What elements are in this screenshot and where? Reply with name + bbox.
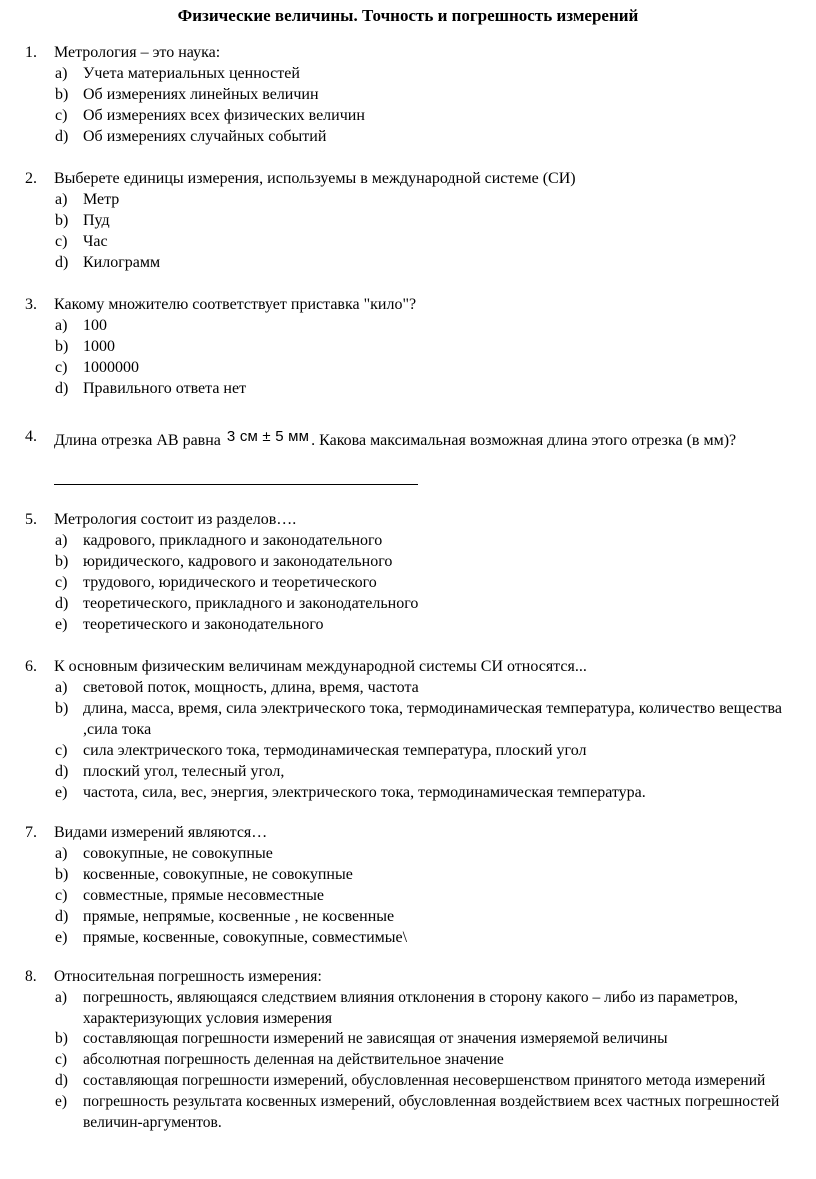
option-text: сила электрического тока, термодинамическая температура, плоский угол xyxy=(83,742,587,759)
option-letter: d) xyxy=(55,380,69,397)
option-text: косвенные, совокупные, не совокупные xyxy=(83,866,353,883)
option-letter: d) xyxy=(55,595,69,612)
option-b xyxy=(0,698,816,740)
option-letter: c) xyxy=(55,574,68,591)
option-letter: c) xyxy=(55,742,68,759)
option-text: Об измерениях случайных событий xyxy=(83,128,327,145)
option-a xyxy=(0,677,816,698)
option-letter: a) xyxy=(55,65,68,82)
option-letter: c) xyxy=(55,359,68,376)
question-text: Видами измерений являются… xyxy=(54,824,268,841)
option-text: частота, сила, вес, энергия, электрического тока, термодинамическая температура. xyxy=(83,784,646,801)
question-7 xyxy=(0,822,816,948)
option-text: юридического, кадрового и законодательного xyxy=(83,553,393,570)
question-6 xyxy=(0,656,816,803)
option-text: Учета материальных ценностей xyxy=(83,65,300,82)
option-d xyxy=(0,761,816,782)
answer-line xyxy=(54,484,418,485)
option-c xyxy=(0,740,816,761)
option-a xyxy=(0,843,816,864)
question-1 xyxy=(0,42,816,147)
option-e xyxy=(0,782,816,803)
option-text: теоретического, прикладного и законодательного xyxy=(83,595,419,612)
option-letter: c) xyxy=(55,233,68,250)
question-number: 8. xyxy=(25,968,37,985)
option-a xyxy=(0,315,816,336)
formula-image: 3 см ± 5 мм xyxy=(226,428,310,445)
option-c xyxy=(0,1050,816,1071)
option-text: Об измерениях линейных величин xyxy=(83,86,319,103)
option-b xyxy=(0,864,816,885)
option-letter: a) xyxy=(55,679,68,696)
question-text: Выберете единицы измерения, используемы в международной системе (СИ) xyxy=(54,170,576,187)
option-letter: a) xyxy=(55,532,68,549)
option-letter: b) xyxy=(55,1030,68,1048)
option-text: погрешность, являющаяся следствием влияния отклонения в сторону какого – либо из параметров, характеризующих условия измерения xyxy=(83,988,739,1027)
option-letter: e) xyxy=(55,616,68,633)
option-letter: d) xyxy=(55,1071,68,1089)
question-text: Какому множителю соответствует приставка "кило"? xyxy=(54,296,417,313)
option-letter: d) xyxy=(55,128,69,145)
option-e xyxy=(0,927,816,948)
option-d xyxy=(0,593,816,614)
option-text: 100 xyxy=(83,317,107,334)
option-letter: e) xyxy=(55,784,68,801)
page-title: Физические величины. Точность и погрешность измерений xyxy=(177,6,639,25)
option-b xyxy=(0,84,816,105)
question-8 xyxy=(0,967,816,1133)
option-letter: e) xyxy=(55,1092,68,1110)
option-d xyxy=(0,252,816,273)
option-text: Метр xyxy=(83,191,120,208)
option-letter: d) xyxy=(55,763,69,780)
option-text: Правильного ответа нет xyxy=(83,380,247,397)
question-3 xyxy=(0,294,816,399)
option-text: Килограмм xyxy=(83,254,161,271)
option-e xyxy=(0,1092,816,1134)
question-text-after: . Какова максимальная возможная длина этого отрезка (в мм)? xyxy=(311,432,737,449)
option-c xyxy=(0,572,816,593)
question-5 xyxy=(0,509,816,635)
option-text: Об измерениях всех физических величин xyxy=(83,107,365,124)
option-letter: b) xyxy=(55,553,69,570)
option-text: прямые, непрямые, косвенные , не косвенные xyxy=(83,908,395,925)
option-text: составляющая погрешности измерений, обусловленная несовершенством принятого метода измерений xyxy=(83,1071,766,1089)
option-letter: d) xyxy=(55,908,69,925)
option-text: 1000000 xyxy=(83,359,139,376)
question-text: К основным физическим величинам международной системы СИ относятся... xyxy=(54,658,587,675)
option-letter: d) xyxy=(55,254,69,271)
option-text: совокупные, не совокупные xyxy=(83,845,273,862)
option-letter: b) xyxy=(55,86,69,103)
option-b xyxy=(0,210,816,231)
option-text: совместные, прямые несовместные xyxy=(83,887,324,904)
option-b xyxy=(0,336,816,357)
option-text: длина, масса, время, сила электрического тока, термодинамическая температура, количество вещества ,сила тока xyxy=(83,700,782,738)
option-text: теоретического и законодательного xyxy=(83,616,324,633)
question-2 xyxy=(0,168,816,273)
question-number: 5. xyxy=(25,511,37,528)
option-letter: b) xyxy=(55,338,69,355)
question-number: 4. xyxy=(25,428,37,445)
option-d xyxy=(0,126,816,147)
option-letter: a) xyxy=(55,988,68,1006)
question-number: 3. xyxy=(25,296,37,313)
option-c xyxy=(0,357,816,378)
option-text: абсолютная погрешность деленная на действительное значение xyxy=(83,1051,504,1069)
option-a xyxy=(0,189,816,210)
question-text: Метрология состоит из разделов…. xyxy=(54,511,297,528)
question-4 xyxy=(0,426,816,451)
option-letter: b) xyxy=(55,866,69,883)
option-letter: a) xyxy=(55,845,68,862)
option-letter: c) xyxy=(55,1051,68,1069)
question-text: Метрология – это наука: xyxy=(54,44,221,61)
option-text: прямые, косвенные, совокупные, совместимые\ xyxy=(83,929,408,946)
option-e xyxy=(0,614,816,635)
option-text: световой поток, мощность, длина, время, частота xyxy=(83,679,419,696)
option-b xyxy=(0,551,816,572)
option-c xyxy=(0,105,816,126)
option-letter: b) xyxy=(55,212,69,229)
option-text: погрешность результата косвенных измерений, обусловленная воздействием всех частных погрешностей величин-аргументов. xyxy=(83,1092,780,1131)
option-a xyxy=(0,988,816,1030)
option-a xyxy=(0,63,816,84)
option-letter: b) xyxy=(55,700,69,717)
question-number: 7. xyxy=(25,824,37,841)
option-letter: a) xyxy=(55,191,68,208)
question-text-before: Длина отрезка АВ равна xyxy=(54,432,225,449)
option-letter: e) xyxy=(55,929,68,946)
option-text: кадрового, прикладного и законодательного xyxy=(83,532,383,549)
question-number: 6. xyxy=(25,658,37,675)
option-d xyxy=(0,1071,816,1092)
option-letter: c) xyxy=(55,887,68,904)
option-d xyxy=(0,906,816,927)
question-number: 1. xyxy=(25,44,37,61)
option-a xyxy=(0,530,816,551)
question-number: 2. xyxy=(25,170,37,187)
option-b xyxy=(0,1029,816,1050)
option-d xyxy=(0,378,816,399)
question-text: Относительная погрешность измерения: xyxy=(54,968,322,985)
option-c xyxy=(0,231,816,252)
option-text: 1000 xyxy=(83,338,115,355)
option-c xyxy=(0,885,816,906)
option-letter: c) xyxy=(55,107,68,124)
option-letter: a) xyxy=(55,317,68,334)
option-text: плоский угол, телесный угол, xyxy=(83,763,285,780)
option-text: трудового, юридического и теоретического xyxy=(83,574,377,591)
option-text: Час xyxy=(83,233,108,250)
option-text: Пуд xyxy=(83,212,110,229)
option-text: составляющая погрешности измерений не зависящая от значения измеряемой величины xyxy=(83,1030,668,1048)
